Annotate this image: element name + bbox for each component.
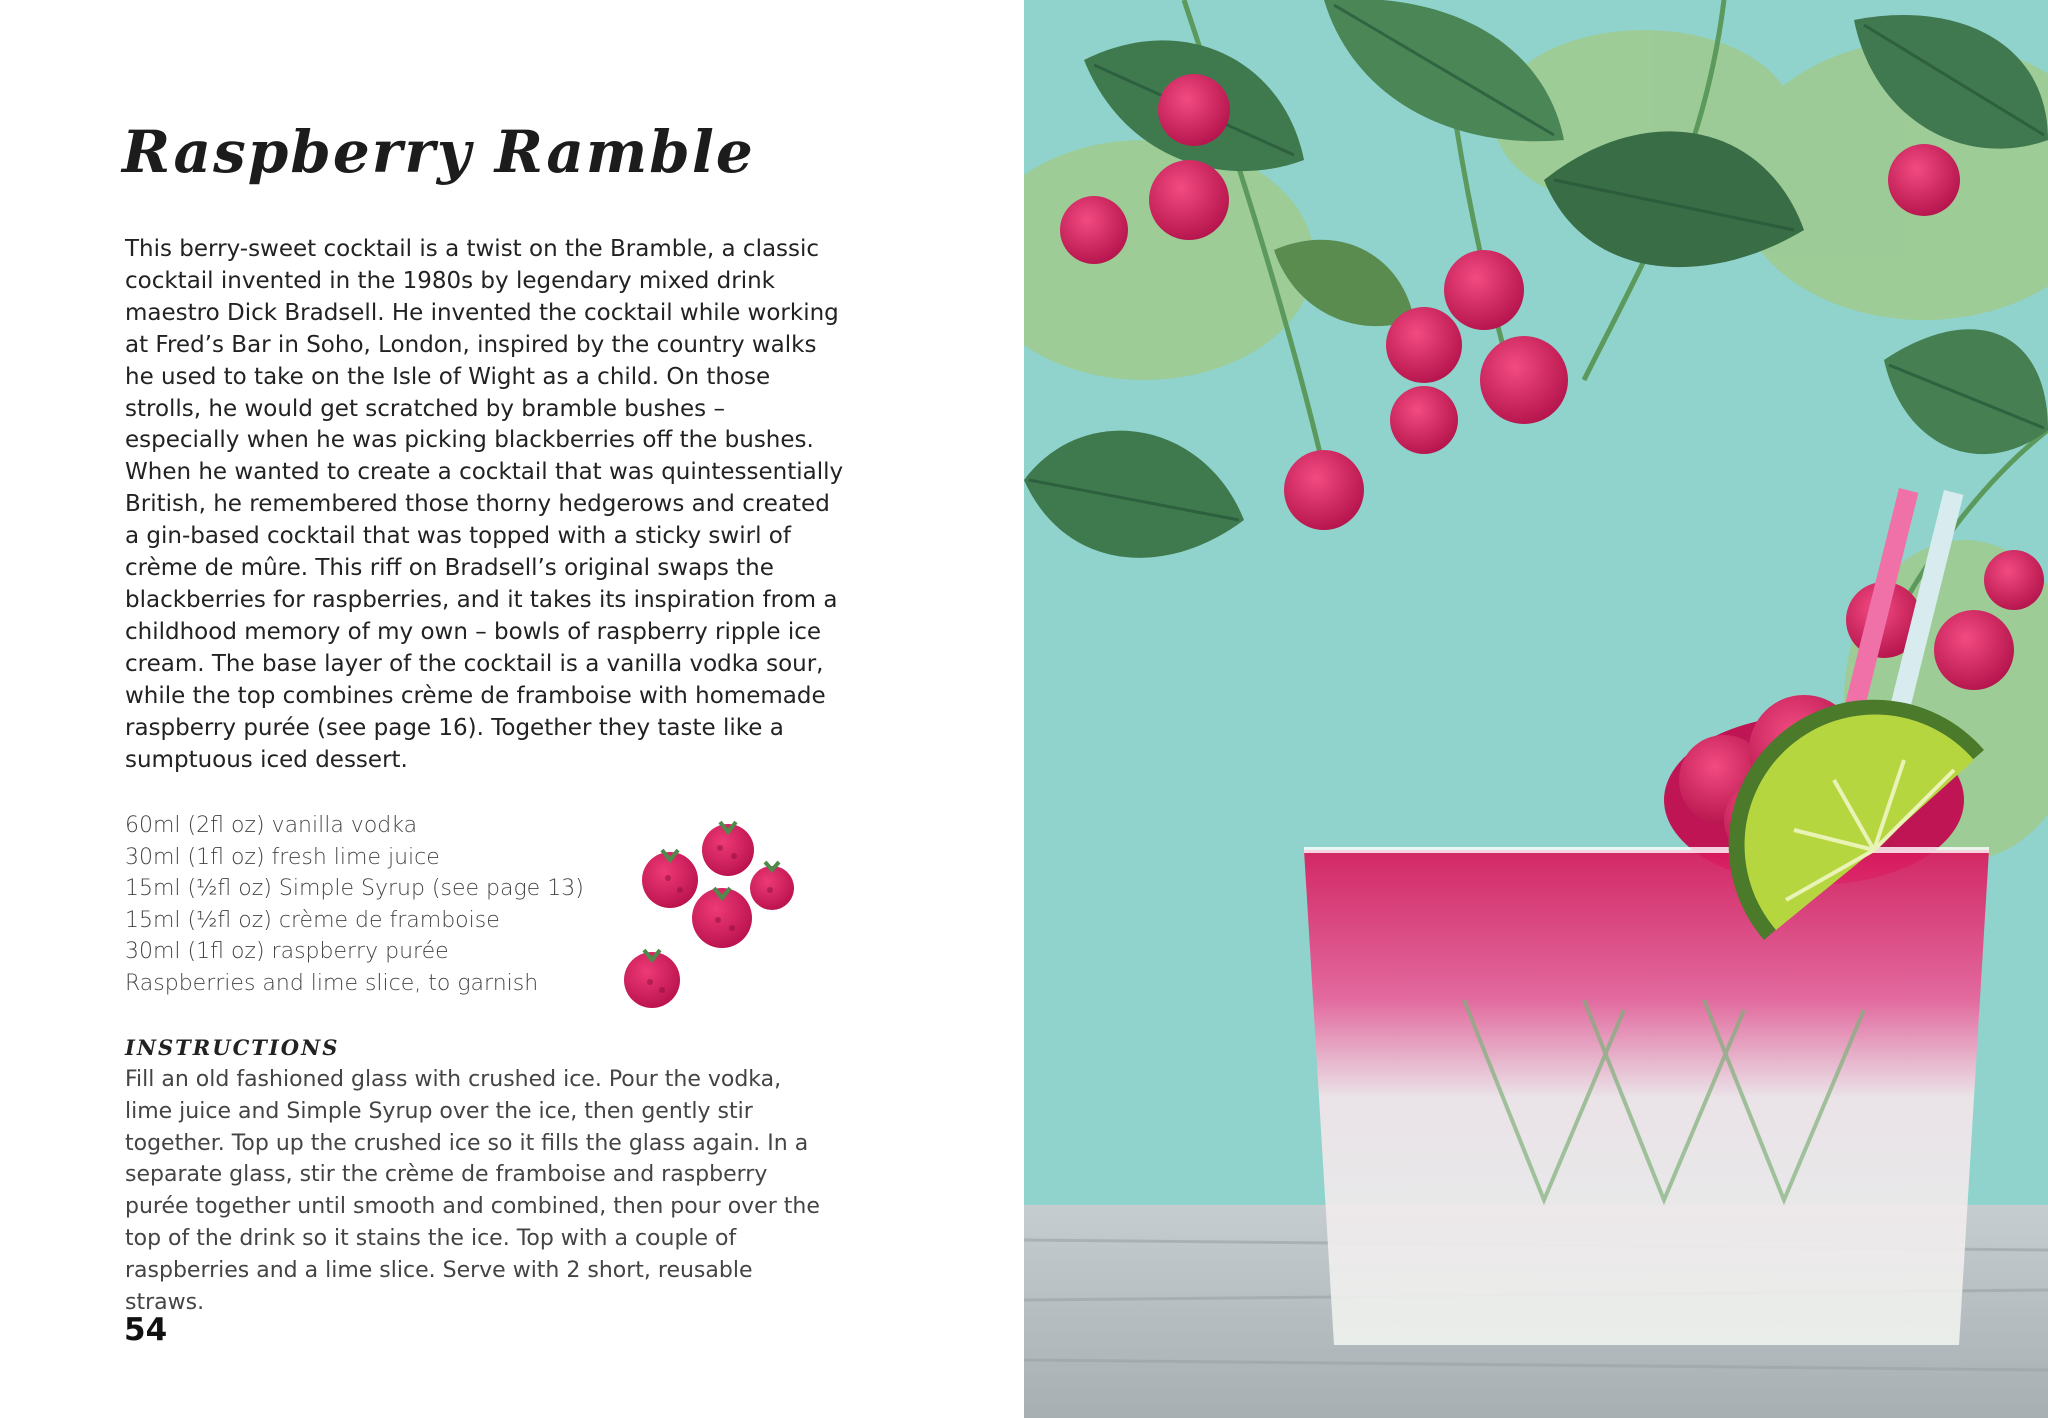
ingredient-item: 15ml (½fl oz) Simple Syrup (see page 13) <box>125 876 584 902</box>
page-number: 54 <box>124 1312 168 1348</box>
instructions-heading: INSTRUCTIONS <box>125 1035 340 1060</box>
ingredient-item: 30ml (1fl oz) raspberry purée <box>125 939 449 965</box>
intro-paragraph: This berry-sweet cocktail is a twist on the Bramble, a classic cocktail invented in the 1980s by legendary mixed drink maestro Dick Bradsell. He invented the cocktail while working at Fred’s Bar in Soho, London, inspired by the country walks he used to take on the Isle of Wight as a child. On those strolls, he would get scratched by bramble bushes – especially when he was picking blackberries off the bushes. When he wanted to create a cocktail that was quintessentially British, he remembered those thorny hedgerows and created a gin-based cocktail that was topped with a sticky swirl of crème de mûre. This riff on Bradsell’s original swaps the blackberries for raspberries, and it takes its inspiration from a childhood memory of my own – bowls of raspberry ripple ice cream. The base layer of the cocktail is a vanilla vodka sour, while the top combines crème de framboise with homemade raspberry purée (see page 16). Together they taste like a sumptuous iced dessert. <box>125 236 844 773</box>
instructions-paragraph: Fill an old fashioned glass with crushed ice. Pour the vodka, lime juice and Simple Syrup over the ice, then gently stir together. Top up the crushed ice so it fills the glass again. In a separate glass, stir the crème de framboise and raspberry purée together until smooth and combined, then pour over the top of the drink so it stains the ice. Top with a couple of raspberries and a lime slice. Serve with 2 short, reusable straws. <box>125 1067 820 1315</box>
ingredient-item: 15ml (½fl oz) crème de framboise <box>125 907 500 933</box>
raspberry-icon <box>624 822 794 1008</box>
raspberry-cluster-illustration <box>610 800 810 1020</box>
ingredient-item: Raspberries and lime slice, to garnish <box>125 970 539 996</box>
cocktail-illustration <box>1024 0 2048 1418</box>
ingredient-list <box>125 810 645 1000</box>
ingredient-item: 60ml (2fl oz) vanilla vodka <box>125 813 418 838</box>
old-fashioned-glass <box>1304 850 1989 1345</box>
recipe-title: Raspberry Ramble <box>122 118 755 186</box>
ingredient-item: 30ml (1fl oz) fresh lime juice <box>125 844 440 870</box>
